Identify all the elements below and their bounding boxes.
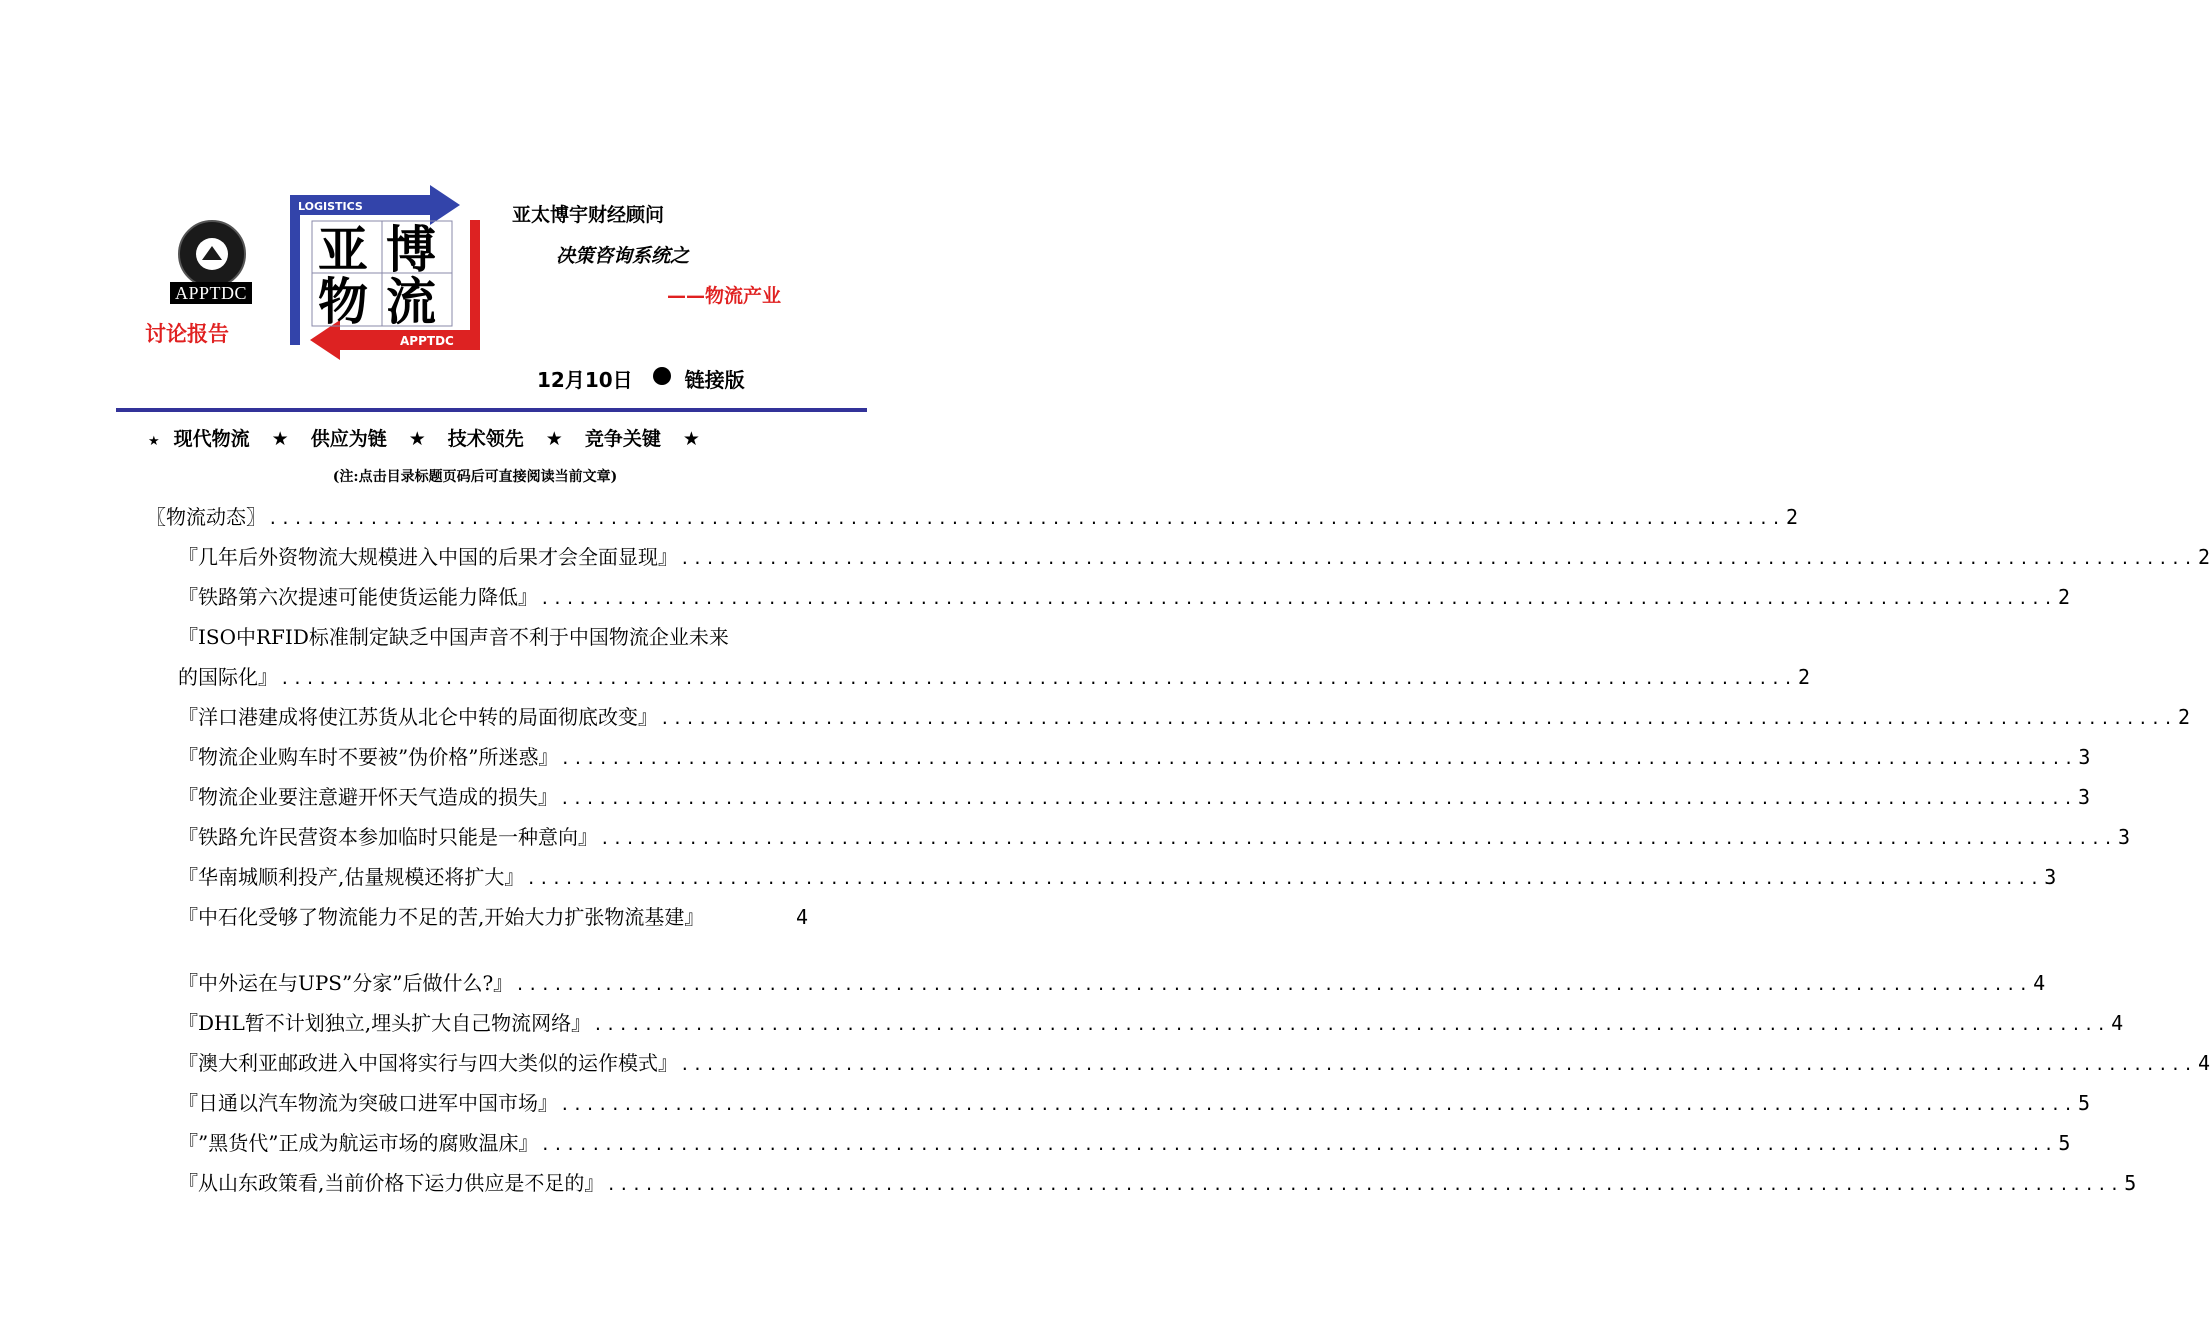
toc-entry-title[interactable]: 『物流企业要注意避开怀天气造成的损失』 <box>178 785 558 809</box>
toc-leader-dots: ........................................................................................................................ <box>526 869 2043 888</box>
toc-page-number[interactable]: 5 <box>2077 1091 2090 1115</box>
header-divider <box>116 408 867 412</box>
logo-top-word: LOGISTICS <box>298 200 363 213</box>
toc-entry-title[interactable]: 『”黑货代”正成为航运市场的腐败温床』 <box>178 1131 539 1155</box>
apptdc-badge: APPTDC <box>170 282 252 304</box>
logistics-logo <box>290 185 480 355</box>
toc-leader-dots: ........................................................................................................................ <box>680 1055 2196 1074</box>
toc-entry[interactable] <box>178 623 808 651</box>
apptdc-seal-logo <box>178 220 246 288</box>
toc-page-number[interactable]: 2 <box>2057 585 2070 609</box>
toc-entry[interactable] <box>178 1169 2137 1197</box>
star-icon: ★ <box>682 428 700 450</box>
toc-entry-title[interactable]: 『铁路第六次提速可能使货运能力降低』 <box>178 585 538 609</box>
toc-entry[interactable] <box>178 663 1810 691</box>
toc-entry-title[interactable]: 『日通以汽车物流为突破口进军中国市场』 <box>178 1091 558 1115</box>
toc-page-number[interactable]: 4 <box>2033 971 2046 995</box>
toc-leader-dots: ........................................................................................................................ <box>560 749 2077 768</box>
toc-entry[interactable] <box>146 503 1798 531</box>
toc-entry-title[interactable]: 『ISO中RFID标准制定缺乏中国声音不利于中国物流企业未来 <box>178 625 729 649</box>
toc-leader-dots: ........................................................................................................................ <box>560 1095 2076 1114</box>
star-icon: ★ <box>408 428 426 450</box>
slogan-item: 技术领先 <box>447 428 524 450</box>
toc-page-number[interactable]: 3 <box>2077 785 2090 809</box>
logo-char-3: 物 <box>318 273 368 331</box>
star-icon: ★ <box>148 434 160 449</box>
toc-page-number[interactable]: 4 <box>2197 1051 2210 1075</box>
toc-entry[interactable] <box>178 783 2090 811</box>
toc-leader-dots: ........................................................................................................................ <box>560 789 2076 808</box>
toc-page-number[interactable]: 2 <box>2177 705 2190 729</box>
toc-entry-title[interactable]: 的国际化』 <box>178 665 278 689</box>
toc-page-number[interactable]: 3 <box>2044 865 2057 889</box>
toc-leader-dots: ........................................................................................................................ <box>540 1135 2057 1154</box>
star-icon: ★ <box>271 428 289 450</box>
date-line <box>537 364 745 393</box>
toc-note: (注:点击目录标题页码后可直接阅读当前文章) <box>332 469 618 485</box>
toc-page-number[interactable]: 3 <box>2078 745 2091 769</box>
toc-entry-title[interactable]: 『华南城顺利投产,估量规模还将扩大』 <box>178 865 525 889</box>
toc-entry-title[interactable]: 『物流企业购车时不要被”伪价格”所迷惑』 <box>178 745 559 769</box>
toc-entry-title[interactable]: 『中外运在与UPS”分家”后做什么?』 <box>178 971 514 995</box>
toc-leader-dots: ........................................................................................................................ <box>600 829 2116 848</box>
toc-entry-title[interactable]: 〖物流动态〗 <box>146 505 266 529</box>
toc-leader-dots: ........................................................................................................................ <box>660 709 2176 728</box>
toc-entry[interactable] <box>178 543 2210 571</box>
logo-char-2: 博 <box>386 221 436 279</box>
toc-entry[interactable] <box>178 1089 2090 1117</box>
toc-entry[interactable] <box>178 743 2091 771</box>
logo-char-4: 流 <box>386 273 436 331</box>
org-name: 亚太博宇财经顾问 <box>512 204 665 226</box>
toc-leader-dots: ........................................................................................................................ <box>540 589 2056 608</box>
edition-label: 链接版 <box>684 368 745 392</box>
slogan-item: 竞争关键 <box>584 428 661 450</box>
toc-leader-dots: ........................................................................................................................ <box>606 1175 2123 1194</box>
toc-page-number[interactable]: 5 <box>2058 1131 2071 1155</box>
toc-leader-dots: ........................................................................................................................ <box>515 975 2032 994</box>
toc-entry[interactable] <box>178 1049 2210 1077</box>
toc-entry[interactable] <box>178 703 2190 731</box>
toc-page-number[interactable]: 2 <box>1785 505 1798 529</box>
toc-entry[interactable] <box>178 1129 2071 1157</box>
toc-page-number[interactable]: 4 <box>2111 1011 2124 1035</box>
toc-entry-title[interactable]: 『DHL暂不计划独立,埋头扩大自己物流网络』 <box>178 1011 592 1035</box>
toc-leader-dots: ........................................................................................................................ <box>268 509 1784 528</box>
slogan-item: 供应为链 <box>310 428 387 450</box>
industry-label: ——物流产业 <box>667 285 782 307</box>
toc-entry-title[interactable]: 『洋口港建成将使江苏货从北仑中转的局面彻底改变』 <box>178 705 658 729</box>
toc-page-number[interactable]: 5 <box>2124 1171 2137 1195</box>
logo-char-1: 亚 <box>318 221 368 279</box>
toc-leader-dots: ........................................................................................................................ <box>280 669 1796 688</box>
toc-page-number[interactable]: 2 <box>2197 545 2210 569</box>
toc-entry-title[interactable]: 『澳大利亚邮政进入中国将实行与四大类似的运作模式』 <box>178 1051 678 1075</box>
toc-entry[interactable] <box>178 1009 2124 1037</box>
issue-date: 12月10日 <box>537 368 633 392</box>
report-subtitle: 决策咨询系统之 <box>556 245 690 267</box>
toc-page-number[interactable]: 3 <box>2117 825 2130 849</box>
toc-entry[interactable] <box>178 583 2070 611</box>
toc-entry[interactable] <box>178 903 808 931</box>
toc-entry[interactable] <box>178 823 2130 851</box>
toc-entry-title[interactable]: 『从山东政策看,当前价格下运力供应是不足的』 <box>178 1171 605 1195</box>
bullet-dot-icon <box>653 367 671 385</box>
toc-leader-dots: ........................................................................................................................ <box>593 1015 2110 1034</box>
star-icon: ★ <box>545 428 563 450</box>
logo-bottom-word: APPTDC <box>400 334 454 348</box>
toc-entry[interactable] <box>178 863 2057 891</box>
slogan-item: 现代物流 <box>173 428 250 450</box>
toc-entry-title[interactable]: 『几年后外资物流大规模进入中国的后果才会全面显现』 <box>178 545 678 569</box>
toc-leader-dots: ........................................................................................................................ <box>680 549 2196 568</box>
toc-page-number[interactable]: 4 <box>795 905 808 929</box>
toc-entry-title[interactable]: 『中石化受够了物流能力不足的苦,开始大力扩张物流基建』 <box>178 905 705 929</box>
discussion-report-label: 讨论报告 <box>145 322 229 346</box>
toc-entry-title[interactable]: 『铁路允许民营资本参加临时只能是一种意向』 <box>178 825 598 849</box>
toc-entry[interactable] <box>178 969 2046 997</box>
toc-page-number[interactable]: 2 <box>1797 665 1810 689</box>
slogan-line <box>148 424 722 451</box>
